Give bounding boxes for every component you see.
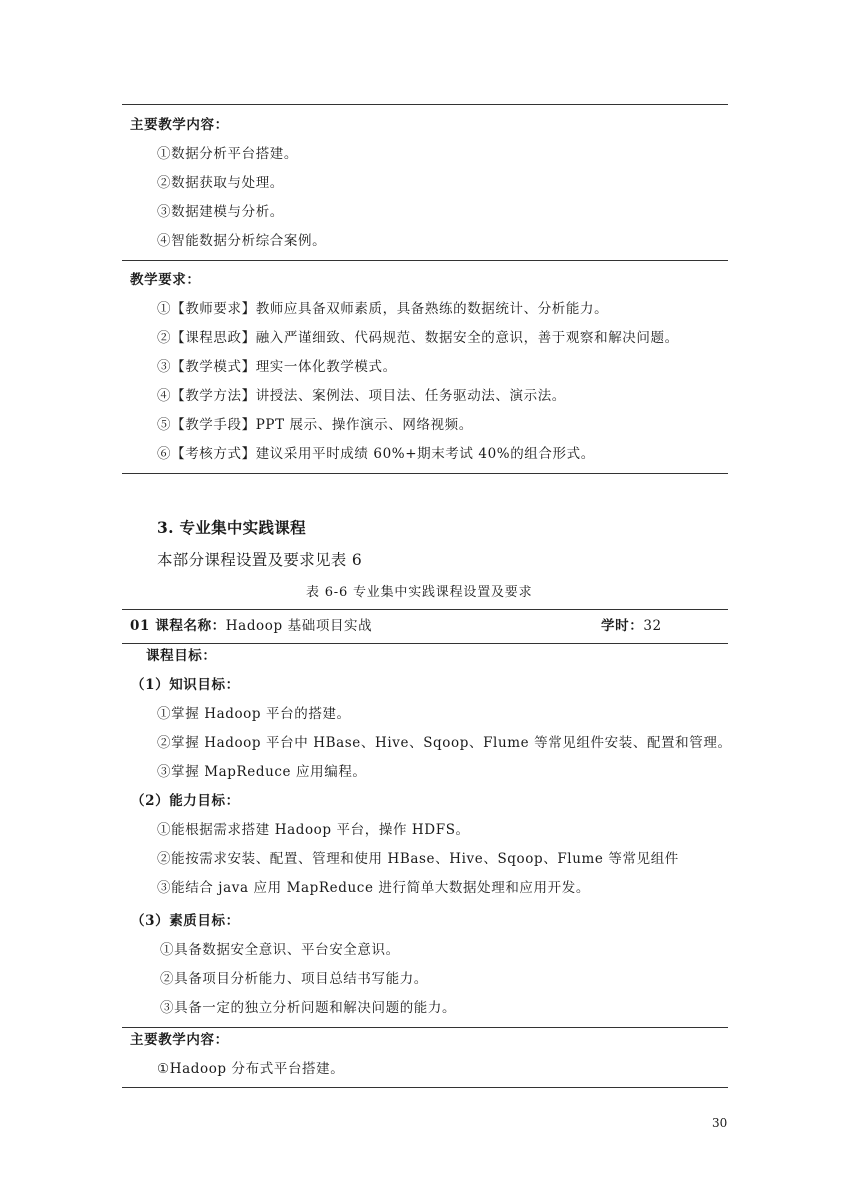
content-item: ②数据获取与处理。 [157, 175, 284, 191]
content-item: ④智能数据分析综合案例。 [157, 233, 327, 249]
knowledge-heading: （1）知识目标： [131, 677, 240, 693]
section-heading: 3. 专业集中实践课程 [157, 518, 306, 537]
knowledge-item: ③掌握 MapReduce 应用编程。 [157, 764, 367, 780]
requirement-item: ④【教学方法】讲授法、案例法、项目法、任务驱动法、演示法。 [157, 388, 566, 404]
requirement-item: ⑤【教学手段】PPT 展示、操作演示、网络视频。 [157, 417, 473, 433]
table-caption: 表 6-6 专业集中实践课程设置及要求 [306, 585, 533, 600]
table-rule [122, 260, 728, 261]
content-item: ①数据分析平台搭建。 [157, 146, 298, 162]
table-rule [122, 104, 728, 105]
requirements-heading: 教学要求： [130, 272, 201, 288]
ability-item: ③能结合 java 应用 MapReduce 进行简单大数据处理和应用开发。 [157, 880, 590, 896]
content-heading: 主要教学内容： [130, 117, 229, 133]
course-content-item: ①Hadoop 分布式平台搭建。 [157, 1061, 345, 1077]
course-content-heading: 主要教学内容： [130, 1032, 229, 1048]
table-rule [122, 1027, 728, 1028]
quality-item: ②具备项目分析能力、项目总结书写能力。 [160, 971, 428, 987]
content-item: ③数据建模与分析。 [157, 204, 284, 220]
table-rule [122, 1087, 728, 1088]
requirement-item: ①【教师要求】教师应具备双师素质，具备熟练的数据统计、分析能力。 [157, 301, 609, 317]
table-rule [122, 473, 728, 474]
course-name-row [130, 618, 372, 634]
ability-item: ②能按需求安装、配置、管理和使用 HBase、Hive、Sqoop、Flume 等常见组件 [157, 851, 679, 867]
quality-item: ③具备一定的独立分析问题和解决问题的能力。 [160, 1000, 457, 1016]
table-rule [122, 643, 728, 644]
hours-value: 32 [643, 618, 662, 634]
knowledge-item: ②掌握 Hadoop 平台中 HBase、Hive、Sqoop、Flume 等常见组件安装、配置和管理。 [157, 735, 732, 751]
requirement-item: ⑥【考核方式】建议采用平时成绩 60%+期末考试 40%的组合形式。 [157, 446, 595, 462]
page-number: 30 [712, 1116, 728, 1130]
quality-item: ①具备数据安全意识、平台安全意识。 [160, 942, 400, 958]
ability-heading: （2）能力目标： [131, 793, 240, 809]
table-rule [122, 609, 728, 610]
knowledge-item: ①掌握 Hadoop 平台的搭建。 [157, 706, 351, 722]
course-name: Hadoop 基础项目实战 [225, 618, 373, 634]
ability-item: ①能根据需求搭建 Hadoop 平台，操作 HDFS。 [157, 822, 470, 838]
goals-heading: 课程目标： [146, 648, 217, 664]
hours-label: 学时： [601, 618, 644, 634]
course-number-label: 01 课程名称： [130, 618, 226, 634]
requirement-item: ②【课程思政】融入严谨细致、代码规范、数据安全的意识，善于观察和解决问题。 [157, 330, 679, 346]
requirement-item: ③【教学模式】理实一体化教学模式。 [157, 359, 397, 375]
quality-heading: （3）素质目标： [131, 913, 240, 929]
section-intro: 本部分课程设置及要求见表 6 [157, 551, 362, 569]
course-hours [601, 618, 662, 634]
